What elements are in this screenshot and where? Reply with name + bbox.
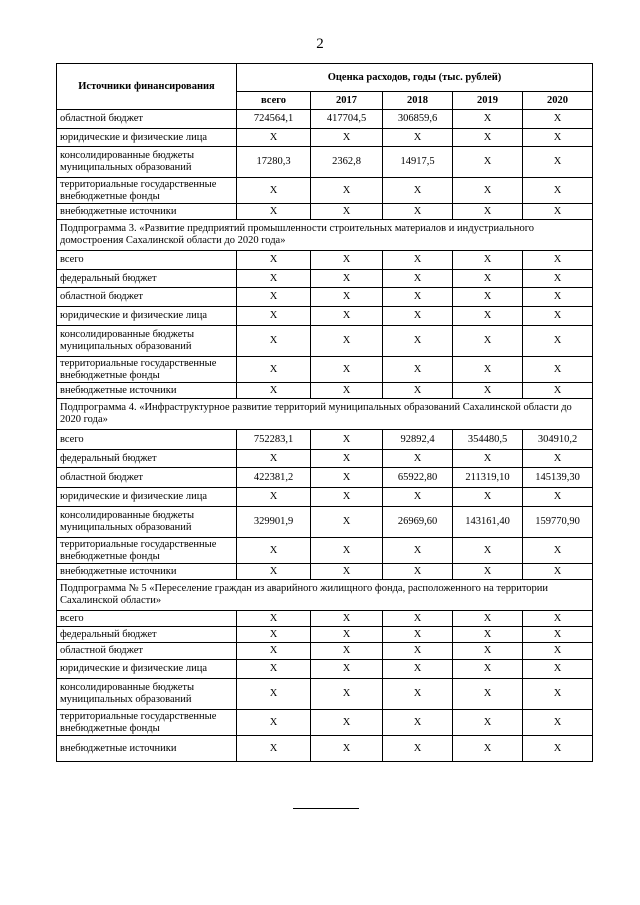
row-label: территориальные государственные внебюджетные фонды [57,178,237,204]
row-value: Х [383,736,453,762]
row-value: Х [311,710,383,736]
row-value: Х [237,251,311,270]
row-value: Х [311,204,383,220]
row-value: Х [453,288,523,307]
row-value: Х [383,627,453,643]
row-label: федеральный бюджет [57,270,237,288]
table-row [57,270,593,288]
row-value: Х [523,736,593,762]
row-value: Х [311,326,383,357]
table-row [57,307,593,326]
row-value: Х [311,611,383,627]
row-value: 329901,9 [237,507,311,538]
row-value: Х [523,129,593,147]
row-value: Х [383,564,453,580]
row-label: территориальные государственные внебюджетные фонды [57,357,237,383]
row-value: Х [383,357,453,383]
row-label: всего [57,251,237,270]
row-value: Х [453,204,523,220]
sources-header: Источники финансирования [57,64,237,110]
row-value: Х [237,564,311,580]
row-value: Х [523,178,593,204]
row-label: юридические и физические лица [57,129,237,147]
row-value: Х [453,326,523,357]
table-row [57,383,593,399]
subprogram-title: Подпрограмма 3. «Развитие предприятий промышленности строительных материалов и индустриального домостроения Сахалинской области до 2020 года» [57,220,593,251]
row-label: консолидированные бюджеты муниципальных образований [57,147,237,178]
row-label: внебюджетные источники [57,736,237,762]
row-value: Х [453,564,523,580]
row-value: Х [523,204,593,220]
row-value: Х [453,147,523,178]
row-value: Х [453,129,523,147]
row-value: 92892,4 [383,430,453,450]
row-value: Х [523,251,593,270]
row-value: Х [311,129,383,147]
row-value: Х [523,710,593,736]
row-value: Х [453,450,523,468]
row-value: Х [523,357,593,383]
table-row [57,430,593,450]
row-label: юридические и физические лица [57,307,237,326]
row-value: Х [237,450,311,468]
row-value: Х [311,468,383,488]
row-value: Х [237,383,311,399]
row-value: Х [237,204,311,220]
row-value: 17280,3 [237,147,311,178]
row-value: 159770,90 [523,507,593,538]
row-value: 724564,1 [237,110,311,129]
table-row [57,679,593,710]
row-value: Х [523,288,593,307]
row-value: Х [311,538,383,564]
row-value: Х [523,147,593,178]
row-label: консолидированные бюджеты муниципальных образований [57,679,237,710]
subprogram-title: Подпрограмма 4. «Инфраструктурное развитие территорий муниципальных образований Сахалинской области до 2020 года» [57,399,593,430]
row-value: Х [237,357,311,383]
table-body [57,110,593,762]
row-label: федеральный бюджет [57,450,237,468]
row-value: Х [523,643,593,660]
row-value: Х [383,679,453,710]
subprogram-row [57,220,593,251]
table-row [57,129,593,147]
row-value: 65922,80 [383,468,453,488]
row-value: Х [453,488,523,507]
row-value: 306859,6 [383,110,453,129]
row-label: внебюджетные источники [57,204,237,220]
row-value: Х [523,450,593,468]
row-value: Х [237,326,311,357]
funding-table [56,63,593,762]
row-value: Х [453,679,523,710]
row-label: юридические и физические лица [57,660,237,679]
table-row [57,147,593,178]
table-row [57,110,593,129]
row-value: Х [311,507,383,538]
table-row [57,288,593,307]
row-value: Х [383,251,453,270]
row-value: Х [311,679,383,710]
row-value: Х [311,383,383,399]
table-row [57,643,593,660]
row-value: Х [453,251,523,270]
subprogram-row [57,580,593,611]
row-value: 14917,5 [383,147,453,178]
row-value: Х [453,357,523,383]
table-row [57,204,593,220]
row-value: Х [523,326,593,357]
row-value: Х [383,538,453,564]
row-label: территориальные государственные внебюджетные фонды [57,538,237,564]
table-row [57,468,593,488]
table-row [57,564,593,580]
row-value: Х [383,450,453,468]
row-label: областной бюджет [57,468,237,488]
row-value: Х [523,270,593,288]
row-value: Х [237,178,311,204]
row-value: Х [237,129,311,147]
row-value: 2362,8 [311,147,383,178]
row-value: Х [237,488,311,507]
table-row [57,326,593,357]
row-value: 354480,5 [453,430,523,450]
table-row [57,251,593,270]
row-value: 143161,40 [453,507,523,538]
column-header-total: всего [237,92,311,110]
row-value: Х [237,736,311,762]
row-value: Х [453,383,523,399]
row-value: Х [453,643,523,660]
table-row [57,627,593,643]
row-label: областной бюджет [57,643,237,660]
table-row [57,507,593,538]
row-label: территориальные государственные внебюджетные фонды [57,710,237,736]
row-value: Х [311,307,383,326]
row-value: Х [383,307,453,326]
row-value: Х [383,129,453,147]
row-label: консолидированные бюджеты муниципальных образований [57,507,237,538]
table-row [57,710,593,736]
row-value: Х [383,326,453,357]
row-label: внебюджетные источники [57,564,237,580]
row-label: федеральный бюджет [57,627,237,643]
row-value: 752283,1 [237,430,311,450]
footer-rule [293,808,359,809]
row-value: Х [383,383,453,399]
row-value: Х [237,270,311,288]
table-row [57,178,593,204]
row-value: Х [383,270,453,288]
row-value: Х [311,450,383,468]
row-label: областной бюджет [57,288,237,307]
row-value: Х [523,679,593,710]
row-value: Х [237,538,311,564]
table-row [57,736,593,762]
column-header-2019: 2019 [453,92,523,110]
row-value: Х [237,660,311,679]
row-value: Х [311,660,383,679]
row-value: Х [523,564,593,580]
row-value: Х [383,643,453,660]
table-row [57,538,593,564]
row-value: Х [453,736,523,762]
column-header-2017: 2017 [311,92,383,110]
row-label: консолидированные бюджеты муниципальных образований [57,326,237,357]
column-header-2018: 2018 [383,92,453,110]
subprogram-title: Подпрограмма № 5 «Переселение граждан из аварийного жилищного фонда, расположенного на территории Сахалинской области» [57,580,593,611]
table-row [57,660,593,679]
row-value: Х [383,488,453,507]
row-value: 145139,30 [523,468,593,488]
row-value: Х [453,307,523,326]
row-label: внебюджетные источники [57,383,237,399]
row-value: Х [523,538,593,564]
estimate-header: Оценка расходов, годы (тыс. рублей) [237,64,593,92]
row-value: 26969,60 [383,507,453,538]
row-value: Х [453,627,523,643]
row-value: Х [311,643,383,660]
row-value: Х [383,710,453,736]
row-value: Х [311,564,383,580]
row-value: Х [311,288,383,307]
row-label: всего [57,430,237,450]
row-value: Х [453,710,523,736]
row-value: Х [523,627,593,643]
row-value: Х [311,178,383,204]
row-value: Х [453,538,523,564]
row-value: Х [523,307,593,326]
table-row [57,488,593,507]
row-value: 417704,5 [311,110,383,129]
row-label: всего [57,611,237,627]
row-value: Х [311,627,383,643]
table-row [57,357,593,383]
row-value: Х [453,270,523,288]
row-value: Х [383,611,453,627]
row-value: Х [311,488,383,507]
row-value: Х [383,204,453,220]
row-value: Х [237,288,311,307]
row-value: Х [523,110,593,129]
row-value: Х [523,383,593,399]
column-header-2020: 2020 [523,92,593,110]
row-label: областной бюджет [57,110,237,129]
row-value: 211319,10 [453,468,523,488]
row-value: Х [523,660,593,679]
table-row [57,450,593,468]
row-value: Х [453,611,523,627]
page-number: 2 [316,36,324,52]
row-value: Х [237,679,311,710]
row-value: Х [523,611,593,627]
row-value: Х [311,251,383,270]
row-value: Х [311,430,383,450]
row-value: Х [237,710,311,736]
row-value: Х [383,660,453,679]
subprogram-row [57,399,593,430]
row-value: Х [237,307,311,326]
row-value: Х [311,736,383,762]
row-value: 422381,2 [237,468,311,488]
row-value: Х [237,627,311,643]
row-value: Х [383,178,453,204]
row-value: Х [453,110,523,129]
row-value: Х [453,660,523,679]
row-value: Х [383,288,453,307]
row-value: Х [311,357,383,383]
row-value: Х [237,611,311,627]
row-value: Х [523,488,593,507]
row-value: 304910,2 [523,430,593,450]
row-value: Х [311,270,383,288]
row-label: юридические и физические лица [57,488,237,507]
table-row [57,611,593,627]
row-value: Х [453,178,523,204]
row-value: Х [237,643,311,660]
